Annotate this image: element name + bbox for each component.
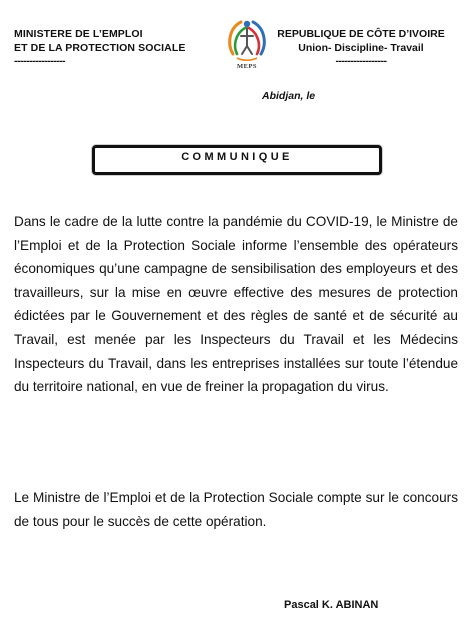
ministry-name-line1: MINISTERE DE L’EMPLOI: [14, 28, 143, 40]
republic-header: [266, 27, 456, 67]
body-paragraph-1: Dans le cadre de la lutte contre la pandémie du COVID-19, le Ministre de l’Emploi et de la Protection Sociale informe l’ensemble des opérateurs économiques qu’une campagne de sensibilisation des employeurs et des travailleurs, sur la mise en œuvre effective des mesures de protection édictées par le Gouvernement et des règles de santé et de sécurité au Travail, est menée par les Inspecteurs du Travail et les Médecins Inspecteurs du Travail, dans les entreprises installées sur toute l’étendue du territoire national, en vue de freiner la propagation du virus.: [14, 214, 458, 395]
signature-name: Pascal K. ABINAN: [284, 599, 379, 611]
ministry-header: [14, 27, 185, 67]
ministry-separator: -----------------: [14, 55, 65, 67]
body-paragraph-2: Le Ministre de l’Emploi et de la Protection Sociale compte sur le concours de tous pour le succès de cette opération.: [14, 490, 458, 529]
city-date: Abidjan, le: [262, 90, 316, 102]
communique-title-box: [92, 145, 382, 175]
document-title: COMMUNIQUE: [181, 151, 293, 163]
logo-caption: MEPS: [236, 63, 258, 70]
republic-separator: -----------------: [335, 55, 387, 67]
republic-name: REPUBLIQUE DE CÔTE D’IVOIRE: [277, 28, 445, 40]
ministry-name-line2: ET DE LA PROTECTION SOCIALE: [14, 42, 186, 54]
republic-motto: Union- Discipline- Travail: [298, 42, 424, 54]
